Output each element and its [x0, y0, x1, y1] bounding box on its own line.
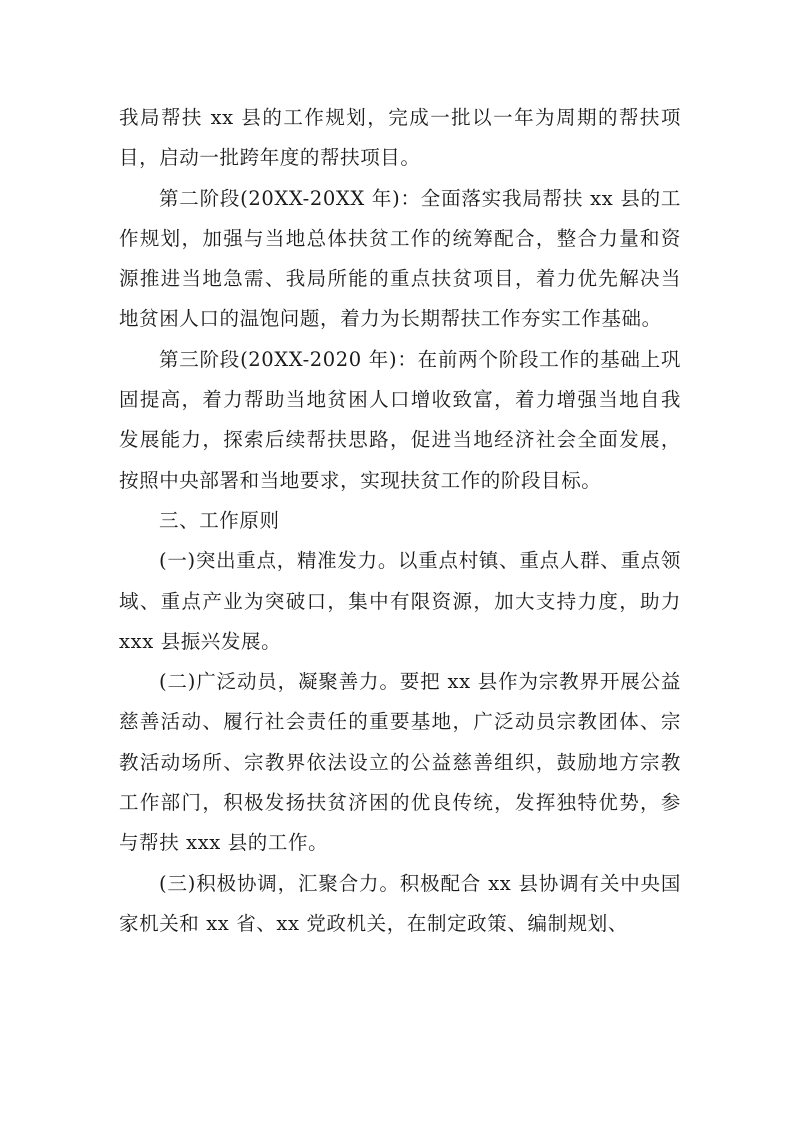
paragraph-principle-two: (二)广泛动员，凝聚善力。要把 xx 县作为宗教界开展公益慈善活动、履行社会责任的重要基地，广泛动员宗教团体、宗教活动场所、宗教界依法设立的公益慈善组织，鼓励地方宗教工作部门，积极发扬扶贫济困的优良传统，发挥独特优势，参与帮扶 xxx 县的工作。 — [119, 670, 681, 855]
paragraph-plan-continuation: 我局帮扶 xx 县的工作规划，完成一批以一年为周期的帮扶项目，启动一批跨年度的帮扶项目。 — [119, 106, 681, 170]
paragraph-stage-three: 第三阶段(20XX-2020 年)：在前两个阶段工作的基础上巩固提高，着力帮助当地贫困人口增收致富，着力增强当地自我发展能力，探索后续帮扶思路，促进当地经济社会全面发展，按照中央部署和当地要求，实现扶贫工作的阶段目标。 — [119, 347, 681, 492]
document-body — [119, 98, 681, 944]
paragraph-principle-one: (一)突出重点，精准发力。以重点村镇、重点人群、重点领域、重点产业为突破口，集中有限资源，加大支持力度，助力 xxx 县振兴发展。 — [119, 549, 681, 653]
paragraph-stage-two: 第二阶段(20XX-20XX 年)：全面落实我局帮扶 xx 县的工作规划，加强与当地总体扶贫工作的统筹配合，整合力量和资源推进当地急需、我局所能的重点扶贫项目，着力优先解决当地贫困人口的温饱问题，着力为长期帮扶工作夯实工作基础。 — [119, 186, 681, 331]
paragraph-principle-three: (三)积极协调，汇聚合力。积极配合 xx 县协调有关中央国家机关和 xx 省、xx 党政机关，在制定政策、编制规划、 — [119, 871, 681, 935]
section-heading-work-principles: 三、工作原则 — [159, 508, 280, 532]
